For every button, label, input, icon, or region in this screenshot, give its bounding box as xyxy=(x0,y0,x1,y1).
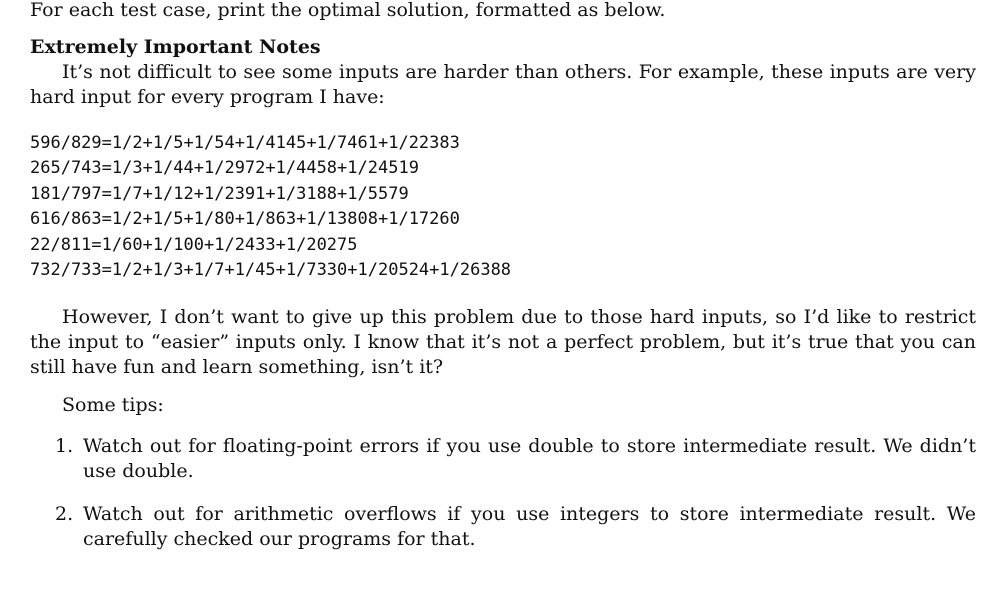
notes-paragraph: It’s not difficult to see some inputs are harder than others. For example, these inputs are very hard input for every program I have: xyxy=(30,61,976,108)
hard-input-line: 181/797=1/7+1/12+1/2391+1/3188+1/5579 xyxy=(30,183,409,204)
hard-input-line: 265/743=1/3+1/44+1/2972+1/4458+1/24519 xyxy=(30,158,419,179)
tip-item xyxy=(30,434,976,484)
tip-item xyxy=(30,502,976,552)
tip-number: 2. xyxy=(55,503,74,526)
tips-list xyxy=(30,434,976,552)
hard-input-line: 22/811=1/60+1/100+1/2433+1/20275 xyxy=(30,234,358,255)
tip-number: 1. xyxy=(55,435,74,458)
tip-text: Watch out for floating-point errors if you use double to store intermediate result. We didn’t use double. xyxy=(83,435,976,483)
document-page xyxy=(30,0,976,570)
tips-intro: Some tips: xyxy=(62,394,164,417)
hard-inputs-code-block xyxy=(30,131,976,283)
section-heading: Extremely Important Notes xyxy=(30,36,321,58)
hard-input-line: 732/733=1/2+1/3+1/7+1/45+1/7330+1/20524+1/26388 xyxy=(30,260,512,281)
output-instruction: For each test case, print the optimal solution, formatted as below. xyxy=(30,0,666,21)
restriction-paragraph: However, I don’t want to give up this problem due to those hard inputs, so I’d like to restrict the input to “easier” inputs only. I know that it’s not a perfect problem, but it’s true that you can still have fun and learn something, isn’t it? xyxy=(30,306,976,379)
tip-text: Watch out for arithmetic overflows if you use integers to store intermediate result. We carefully checked our programs for that. xyxy=(83,503,976,551)
hard-input-line: 616/863=1/2+1/5+1/80+1/863+1/13808+1/17260 xyxy=(30,209,460,230)
hard-input-line: 596/829=1/2+1/5+1/54+1/4145+1/7461+1/22383 xyxy=(30,133,460,153)
